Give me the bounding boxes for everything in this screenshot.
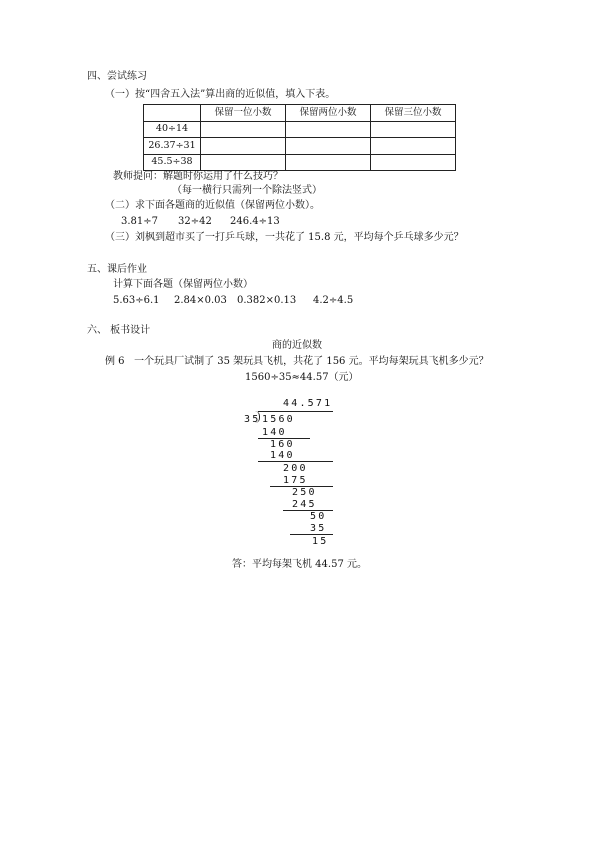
question-2-item: 246.4÷13 [230, 216, 280, 227]
table-header-cell [144, 105, 201, 122]
table-note: （每一横行只需列一个除法竖式） [172, 185, 322, 196]
section-4-heading: 四、尝试练习 [87, 71, 147, 82]
division-underline [290, 534, 333, 535]
division-divisor: 35 [244, 414, 261, 425]
table-cell-answer [371, 154, 456, 171]
question-2-item: 32÷42 [178, 216, 212, 227]
example-problem: 例 6 一个玩具厂试制了 35 架玩具飞机，共花了 156 元。平均每架玩具飞机多少元？ [105, 356, 489, 367]
division-step: 160 [270, 439, 295, 450]
table-row [144, 154, 456, 171]
section-5-heading: 五、课后作业 [87, 264, 147, 275]
division-step: 245 [292, 499, 317, 510]
homework-item: 5.63÷6.1 [113, 295, 160, 306]
division-step: 250 [292, 487, 317, 498]
teacher-question: 教师提问：解题时你运用了什么技巧？ [113, 171, 283, 182]
question-3-text: （三）刘枫到超市买了一打乒乓球，一共花了 15.8 元，平均每个乒乓球多少元？ [105, 232, 464, 243]
approximation-table [143, 104, 456, 171]
example-answer: 答：平均每架飞机 44.57 元。 [232, 559, 367, 570]
section-6-heading: 六、 板书设计 [87, 325, 151, 336]
homework-item: 0.382×0.13 [237, 295, 297, 306]
division-step: 140 [270, 450, 295, 461]
table-header-row [144, 105, 456, 122]
table-cell-answer [201, 138, 286, 155]
table-row [144, 121, 456, 138]
division-step: 140 [262, 427, 287, 438]
division-underline [258, 461, 333, 462]
division-quotient: 44.571 [283, 398, 333, 409]
table-cell-answer [201, 154, 286, 171]
division-overline [258, 411, 333, 412]
homework-instruction: 计算下面各题（保留两位小数） [113, 279, 253, 290]
board-title: 商的近似数 [272, 340, 322, 351]
table-cell-expression: 26.37÷31 [144, 138, 201, 155]
question-2-text: （二）求下面各题商的近似值（保留两位小数）。 [105, 200, 320, 211]
table-cell-answer [286, 121, 371, 138]
division-step: 50 [310, 511, 327, 522]
table-header-cell: 保留三位小数 [371, 105, 456, 122]
example-equation: 1560÷35≈44.57（元） [245, 372, 359, 383]
table-cell-answer [371, 121, 456, 138]
table-cell-answer [371, 138, 456, 155]
table-cell-expression: 40÷14 [144, 121, 201, 138]
table-cell-answer [286, 138, 371, 155]
homework-item: 2.84×0.03 [174, 295, 227, 306]
question-2-item: 3.81÷7 [121, 216, 159, 227]
homework-item: 4.2÷4.5 [313, 295, 354, 306]
table-cell-answer [201, 121, 286, 138]
question-1-text: （一）按“四舍五入法”算出商的近似值，填入下表。 [105, 89, 336, 100]
division-step: 35 [310, 523, 327, 534]
table-row [144, 138, 456, 155]
division-dividend: 1560 [262, 414, 295, 425]
table-cell-answer [286, 154, 371, 171]
table-cell-expression: 45.5÷38 [144, 154, 201, 171]
division-step: 175 [283, 475, 308, 486]
table-header-cell: 保留一位小数 [201, 105, 286, 122]
division-remainder: 15 [312, 536, 329, 547]
table-header-cell: 保留两位小数 [286, 105, 371, 122]
division-step: 200 [283, 463, 308, 474]
